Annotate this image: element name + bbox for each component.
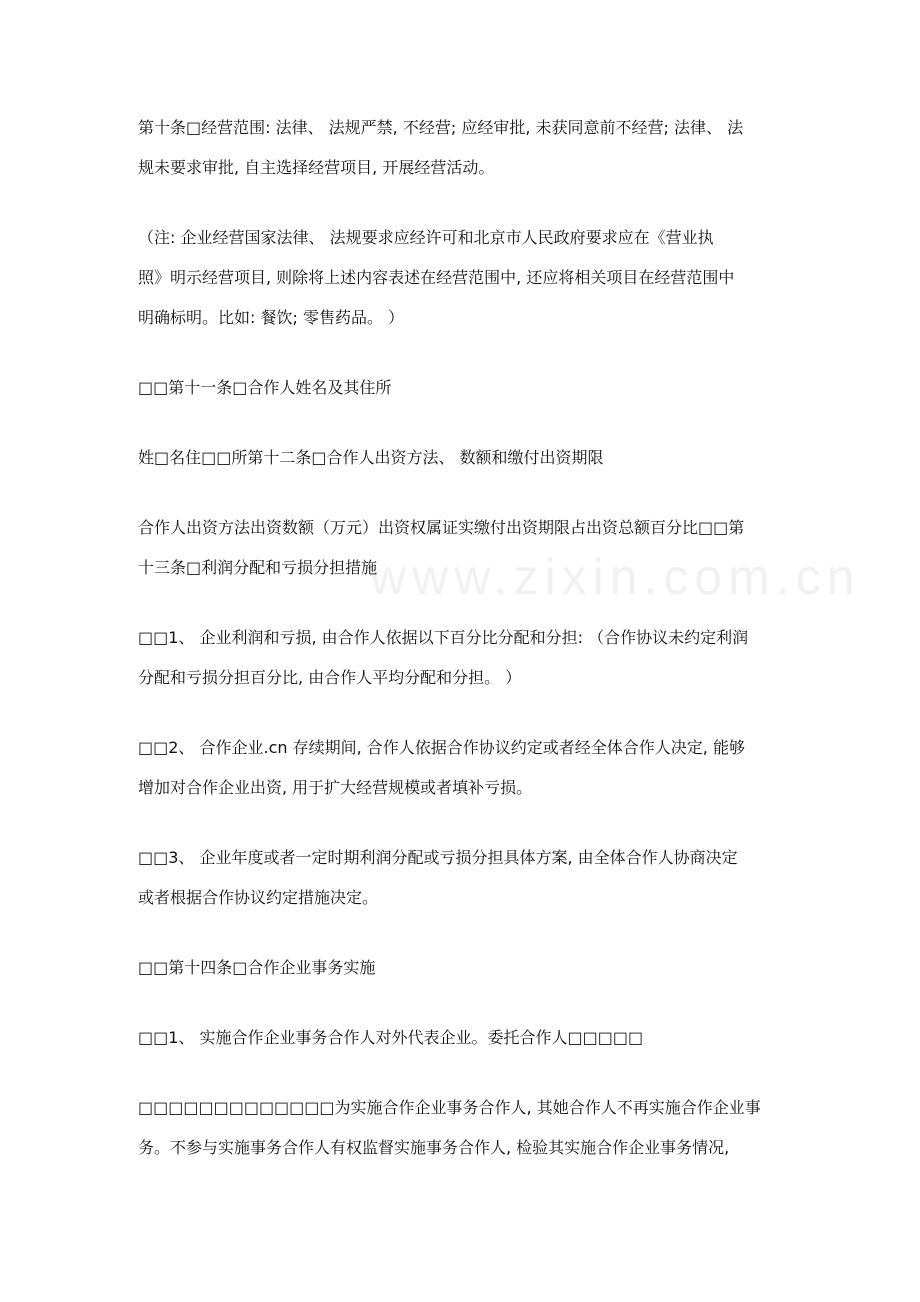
paragraph: [138, 728, 786, 808]
text-line: 或者根据合作协议约定措施决定。: [138, 888, 379, 907]
watermark: www.zixin.com.cn: [370, 549, 861, 605]
text-line: 姓□名住□□所第十二条□合作人出资方法、 数额和缴付出资期限: [138, 448, 604, 467]
text-line: 规未要求审批, 自主选择经营项目, 开展经营活动。: [138, 158, 495, 177]
paragraph: [138, 948, 786, 988]
paragraph: [138, 1088, 786, 1168]
paragraph: [138, 508, 786, 588]
text-line: （注: 企业经营国家法律、 法规要求应经许可和北京市人民政府要求应在《营业执: [138, 228, 714, 247]
text-line: □□3、 企业年度或者一定时期利润分配或亏损分担具体方案, 由全体合作人协商决定: [138, 848, 738, 867]
paragraph: [138, 1018, 786, 1058]
text-line: □□第十一条□合作人姓名及其住所: [138, 378, 392, 397]
text-line: 明确标明。比如: 餐饮; 零售药品。 ）: [138, 308, 405, 327]
text-line: 务。不参与实施事务合作人有权监督实施事务合作人, 检验其实施合作企业事务情况,: [138, 1138, 730, 1157]
document-body: [138, 108, 786, 1198]
text-line: □□2、 合作企业.cn 存续期间, 合作人依据合作协议约定或者经全体合作人决定, 能够: [138, 738, 745, 757]
text-line: 第十条□经营范围: 法律、 法规严禁, 不经营; 应经审批, 未获同意前不经营; 法律、 法: [138, 118, 744, 137]
paragraph: [138, 838, 786, 918]
text-line: □□第十四条□合作企业事务实施: [138, 958, 376, 977]
paragraph: [138, 438, 786, 478]
paragraph: [138, 108, 786, 188]
text-line: 十三条□利润分配和亏损分担措施: [138, 558, 378, 577]
text-line: □□1、 实施合作企业事务合作人对外代表企业。委托合作人□□□□□: [138, 1028, 644, 1047]
text-line: □□□□□□□□□□□□□为实施合作企业事务合作人, 其她合作人不再实施合作企业事: [138, 1098, 761, 1117]
text-line: □□1、 企业利润和亏损, 由合作人依据以下百分比分配和分担: （合作协议未约定利润: [138, 628, 749, 647]
paragraph: [138, 368, 786, 408]
text-line: 分配和亏损分担百分比, 由合作人平均分配和分担。 ）: [138, 668, 522, 687]
paragraph: [138, 618, 786, 698]
paragraph: [138, 218, 786, 338]
text-line: 增加对合作企业出资, 用于扩大经营规模或者填补亏损。: [138, 778, 533, 797]
text-line: 照》明示经营项目, 则除将上述内容表述在经营范围中, 还应将相关项目在经营范围中: [138, 268, 735, 287]
text-line: 合作人出资方法出资数额（万元）出资权属证实缴付出资期限占出资总额百分比□□第: [138, 518, 745, 537]
